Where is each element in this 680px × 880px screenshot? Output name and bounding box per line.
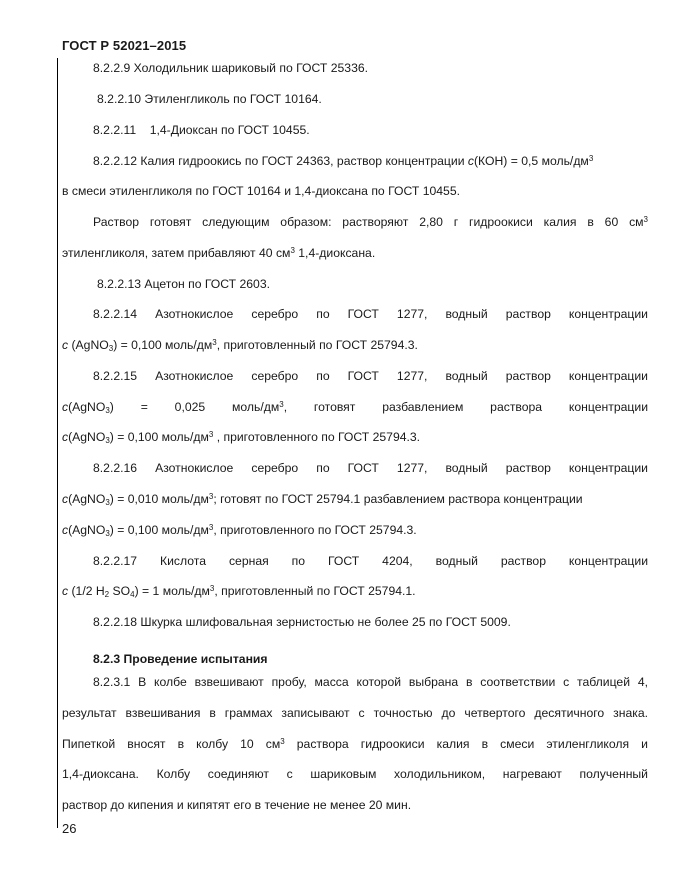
text-span: ) = 0,010 моль/дм: [109, 492, 209, 506]
text-span: , приготовленного по ГОСТ 25794.3.: [213, 430, 421, 444]
text-span: , приготовленного по ГОСТ 25794.3.: [213, 523, 417, 537]
item-8-2-2-15-line-2: [62, 397, 648, 417]
item-8-2-3-1: 8.2.3.1 В колбе взвешивают пробу, масса которой выбрана в соответствии с таблицей 4,: [93, 675, 648, 689]
item-8-2-2-12-continuation: в смеси этиленгликоля по ГОСТ 10164 и 1,4-диоксана по ГОСТ 10455.: [62, 184, 460, 198]
item-8-2-2-15: 8.2.2.15 Азотнокислое серебро по ГОСТ 1277, водный раствор концентрации: [93, 369, 648, 383]
text-span: (AgNO: [68, 338, 109, 352]
text-span: (1/2 H: [68, 584, 105, 598]
item-8-2-2-18: 8.2.2.18 Шкурка шлифовальная зернистостью не более 25 по ГОСТ 5009.: [93, 615, 511, 629]
item-8-2-2-10: 8.2.2.10 Этиленгликоль по ГОСТ 10164.: [97, 92, 322, 106]
symbol-c: с: [62, 338, 69, 352]
symbol-c: с: [62, 492, 69, 506]
text-span: (AgNO: [68, 430, 106, 444]
item-8-2-2-9: 8.2.2.9 Холодильник шариковый по ГОСТ 25336.: [93, 61, 369, 75]
text-span: ) = 1 моль/дм: [134, 584, 210, 598]
superscript: 3: [279, 400, 284, 409]
item-8-2-2-17: 8.2.2.17 Кислота серная по ГОСТ 4204, водный раствор концентрации: [93, 554, 648, 568]
superscript: 3: [208, 523, 214, 532]
item-8-2-2-15-line-3: [62, 427, 648, 447]
text-span: ) = 0,100 моль/дм: [113, 338, 213, 352]
superscript: 3: [588, 154, 594, 163]
text-span: раствора гидроокиси калия в смеси этиленгликоля и: [284, 737, 648, 751]
text-span: ) = 0,100 моль/дм: [109, 523, 209, 537]
item-8-2-2-12: [62, 151, 648, 171]
item-8-2-2-16: 8.2.2.16 Азотнокислое серебро по ГОСТ 1277, водный раствор концентрации: [93, 461, 648, 475]
text-span: , приготовленный по ГОСТ 25794.1.: [214, 584, 416, 598]
text-span: , готовят разбавлением раствора концентрации: [283, 400, 648, 414]
text-span: ; готовят по ГОСТ 25794.1 разбавлением раствора концентрации: [213, 492, 583, 506]
superscript: 3: [290, 246, 295, 255]
item-8-2-3-1-line-5: раствор до кипения и кипятят его в течение не менее 20 мин.: [62, 798, 412, 812]
item-8-2-2-14-continuation: [62, 335, 648, 355]
preparation-continuation: [62, 243, 648, 263]
text-span: этиленгликоля, затем прибавляют 40 см: [62, 246, 291, 260]
text-span: (КОН) = 0,5 моль/дм: [474, 154, 589, 168]
subscript: 4: [130, 590, 135, 599]
subscript: 3: [105, 406, 110, 415]
text-span: Раствор готовят следующим образом: растворяют 2,80 г гидроокиси калия в 60 см: [93, 215, 644, 229]
superscript: 3: [209, 584, 215, 593]
item-8-2-2-17-continuation: [62, 581, 648, 601]
text-span: , приготовленный по ГОСТ 25794.3.: [216, 338, 418, 352]
superscript: 3: [208, 492, 214, 501]
text-span: Пипеткой вносят в колбу 10 см: [62, 737, 281, 751]
item-8-2-2-16-line-2: [62, 489, 648, 509]
superscript: 3: [212, 338, 217, 347]
text-span: SO: [109, 584, 131, 598]
item-8-2-3-1-line-4: 1,4-диоксана. Колбу соединяют с шариковым холодильником, нагревают полученный: [62, 767, 648, 781]
item-8-2-2-16-line-3: [62, 520, 648, 540]
item-8-2-3-1-line-3: [62, 734, 648, 754]
text-span: (AgNO: [68, 492, 106, 506]
superscript: 3: [280, 737, 285, 746]
text-span: (AgNO: [68, 400, 106, 414]
superscript: 3: [643, 215, 648, 224]
text-span: ) = 0,025 моль/дм: [109, 400, 280, 414]
subscript: 3: [105, 436, 110, 445]
item-8-2-2-14: 8.2.2.14 Азотнокислое серебро по ГОСТ 1277, водный раствор концентрации: [93, 307, 648, 321]
preparation-paragraph: [62, 212, 648, 232]
text-span: ) = 0,100 моль/дм: [109, 430, 209, 444]
symbol-c: с: [62, 430, 69, 444]
subscript: 3: [105, 498, 110, 507]
text-span: (AgNO: [68, 523, 106, 537]
symbol-c: с: [62, 584, 69, 598]
item-8-2-2-13: 8.2.2.13 Ацетон по ГОСТ 2603.: [97, 277, 271, 291]
section-heading: 8.2.3 Проведение испытания: [93, 652, 268, 666]
subscript: 3: [108, 344, 114, 353]
subscript: 2: [104, 590, 110, 599]
symbol-c: с: [62, 400, 69, 414]
text-span: 1,4-диоксана.: [294, 246, 376, 260]
item-8-2-3-1-line-2: результат взвешивания в граммах записывают с точностью до четвертого десятичного знака.: [62, 706, 648, 720]
symbol-c: с: [467, 154, 474, 168]
page-number: 26: [62, 821, 77, 836]
symbol-c: с: [62, 523, 69, 537]
subscript: 3: [105, 529, 110, 538]
document-header: ГОСТ Р 52021–2015: [62, 38, 187, 53]
text-span: 8.2.2.12 Калия гидроокись по ГОСТ 24363, раствор концентрации: [93, 154, 468, 168]
superscript: 3: [208, 430, 214, 439]
margin-rule: [57, 58, 58, 828]
item-8-2-2-11: 8.2.2.11 1,4-Диоксан по ГОСТ 10455.: [93, 123, 310, 137]
